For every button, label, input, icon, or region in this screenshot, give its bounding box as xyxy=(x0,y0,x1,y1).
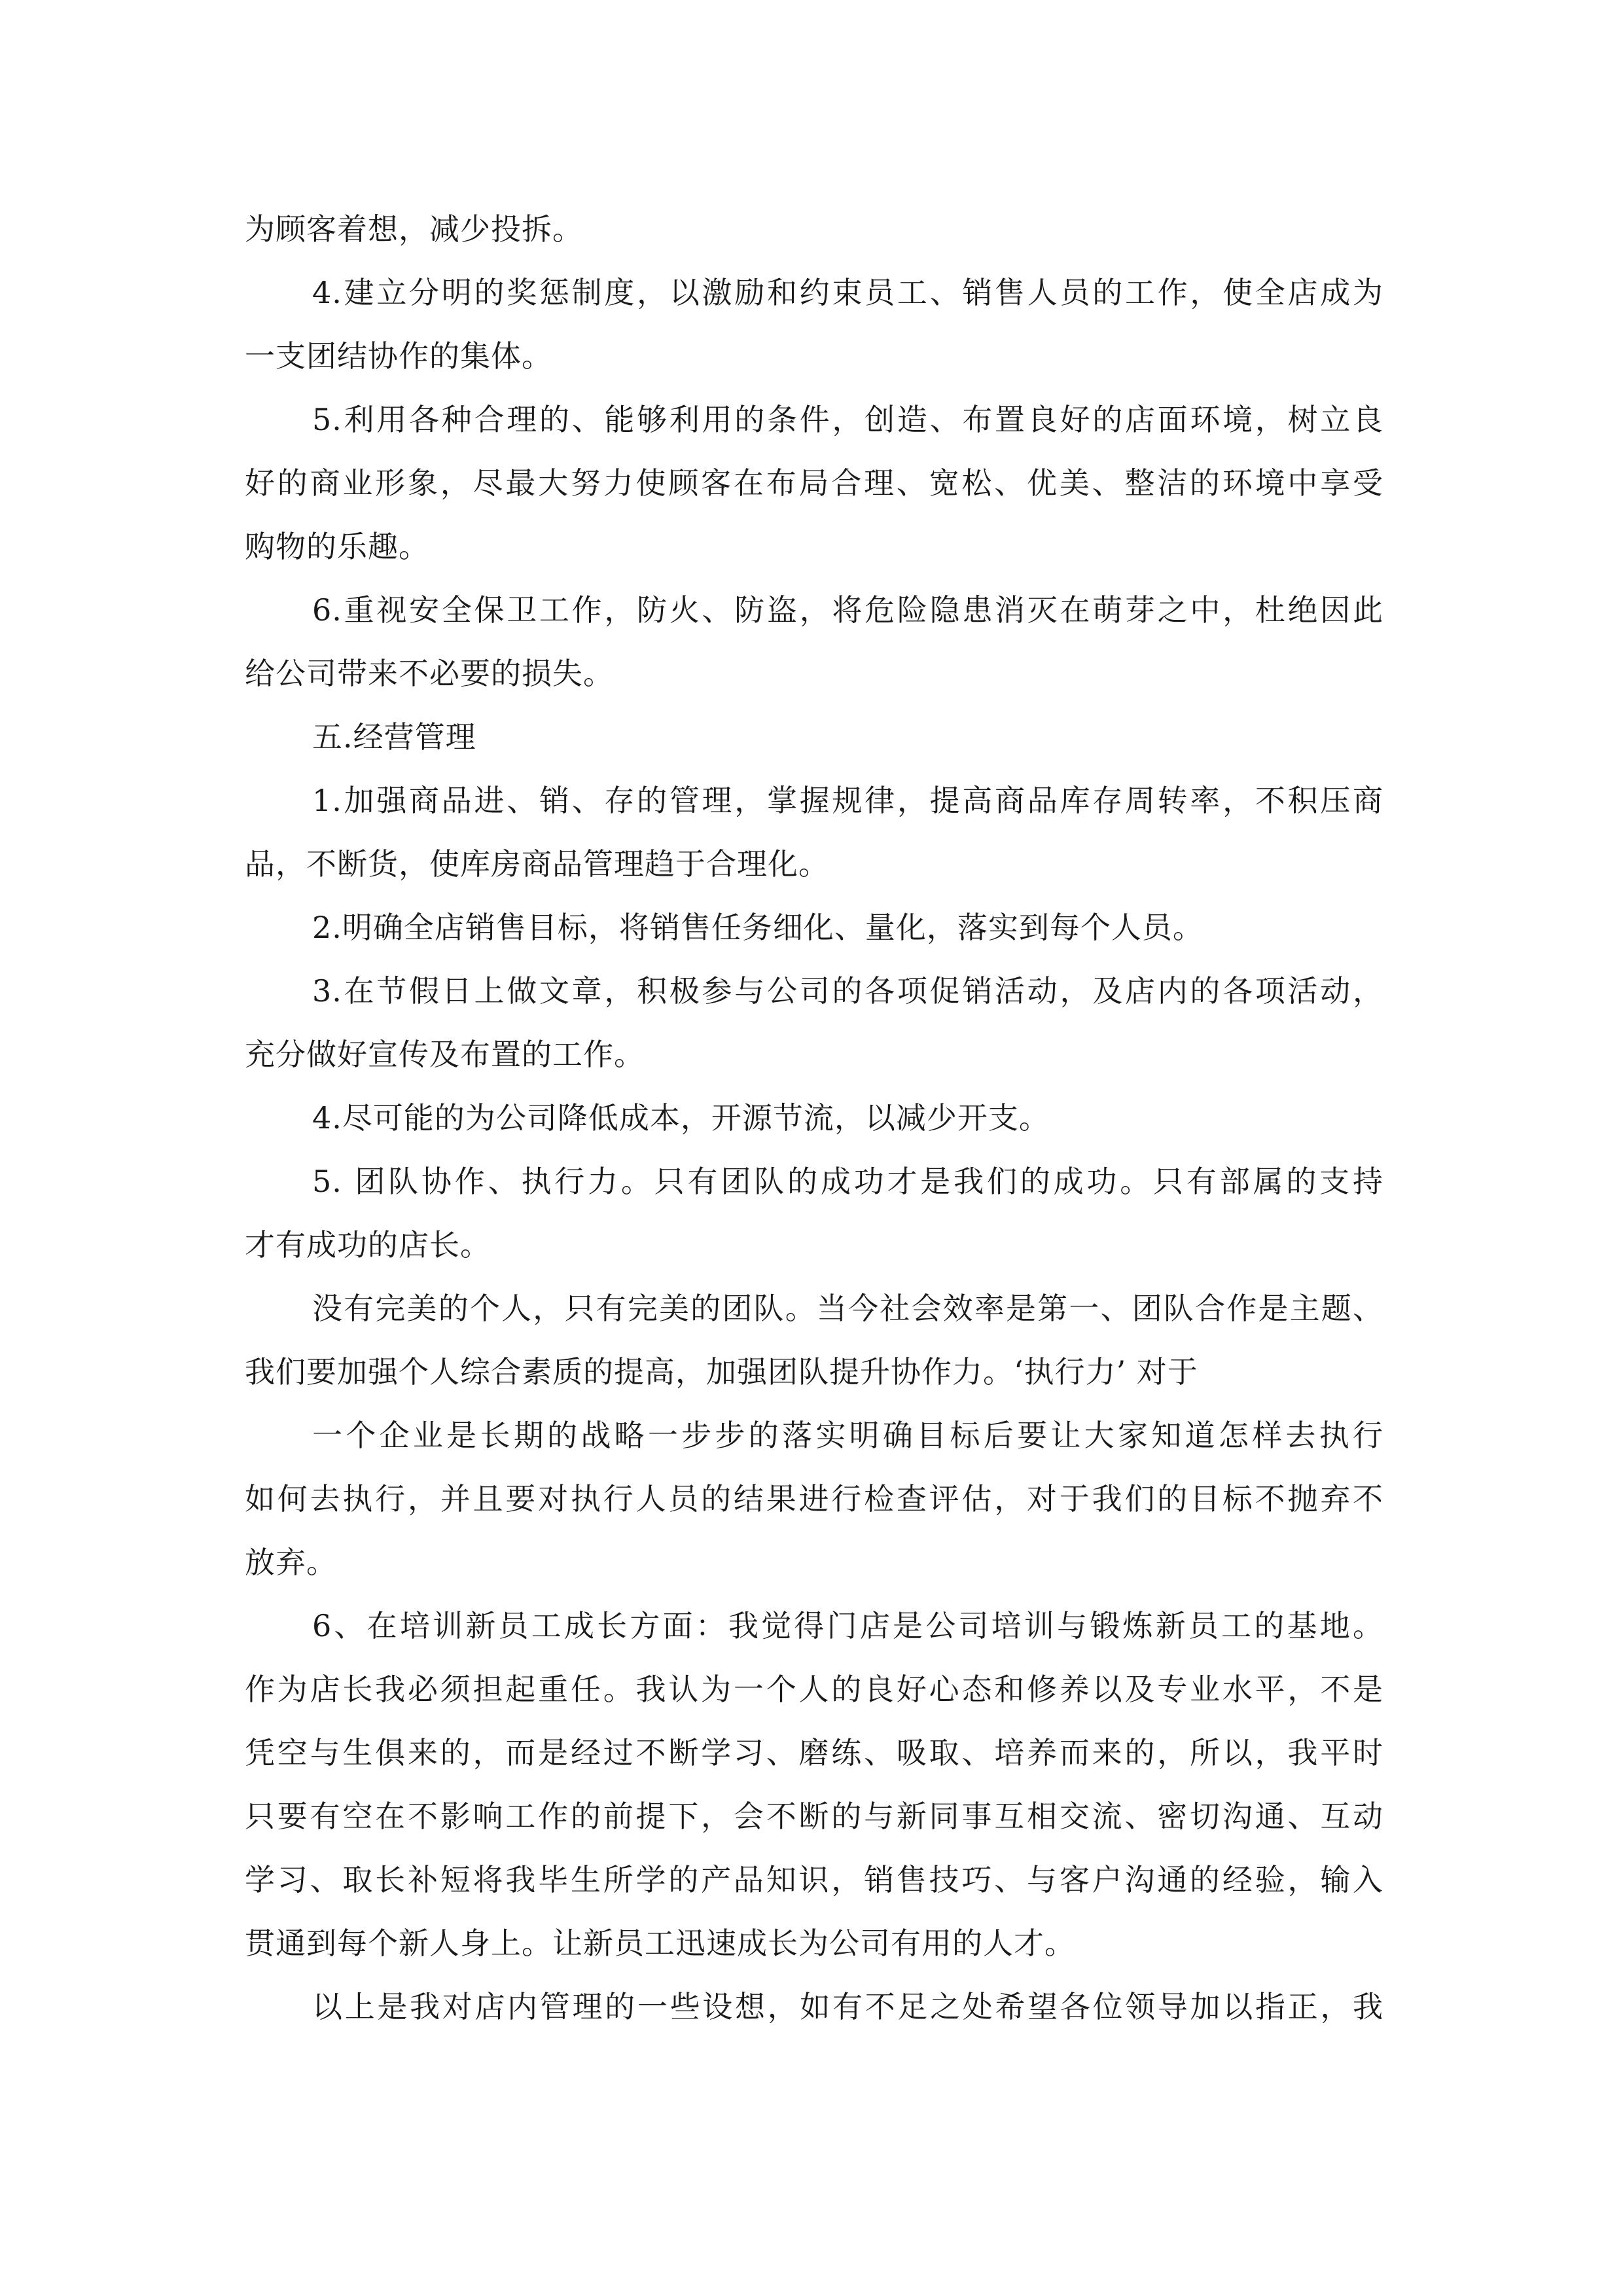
text-line: 2.明确全店销售目标，将销售任务细化、量化，落实到每个人员。 xyxy=(312,910,1204,945)
paragraph-item-4b xyxy=(245,1086,1383,1150)
text-line: 五.经营管理 xyxy=(312,719,476,755)
paragraph-execution xyxy=(245,1404,1383,1594)
text-line: 才有成功的店长。 xyxy=(245,1227,491,1263)
text-line: 品，不断货，使库房商品管理趋于合理化。 xyxy=(245,846,829,882)
text-line: 学习、取长补短将我毕生所学的产品知识，销售技巧、与客户沟通的经验，输入 xyxy=(245,1862,1383,1897)
paragraph-item-2 xyxy=(245,896,1383,960)
text-line: 为顾客着想，减少投拆。 xyxy=(245,211,583,247)
text-line: 以上是我对店内管理的一些设想，如有不足之处希望各位领导加以指正，我 xyxy=(312,1989,1383,2024)
text-line: 凭空与生俱来的，而是经过不断学习、磨练、吸取、培养而来的，所以，我平时 xyxy=(245,1735,1383,1770)
paragraph-teamwork xyxy=(245,1277,1383,1404)
text-line: 作为店长我必须担起重任。我认为一个人的良好心态和修养以及专业水平，不是 xyxy=(245,1672,1383,1707)
text-line: 6.重视安全保卫工作，防火、防盗，将危险隐患消灭在萌芽之中，杜绝因此 xyxy=(312,592,1383,628)
text-line: 购物的乐趣。 xyxy=(245,529,429,564)
text-line: 放弃。 xyxy=(245,1545,337,1580)
text-line: 一支团结协作的集体。 xyxy=(245,338,552,374)
text-line: 一个企业是长期的战略一步步的落实明确目标后要让大家知道怎样去执行 xyxy=(312,1418,1383,1453)
paragraph-item-4 xyxy=(245,261,1383,388)
paragraph-closing xyxy=(245,1975,1383,2039)
paragraph-item-3 xyxy=(245,960,1383,1086)
section-heading xyxy=(245,706,1383,769)
text-line: 我们要加强个人综合素质的提高，加强团队提升协作力。‘执行力’ 对于 xyxy=(245,1354,1198,1390)
paragraph-item-5b xyxy=(245,1150,1383,1277)
text-line: 4.尽可能的为公司降低成本，开源节流，以减少开支。 xyxy=(312,1100,1050,1136)
paragraph-continuation xyxy=(245,198,1383,261)
text-line: 只要有空在不影响工作的前提下，会不断的与新同事互相交流、密切沟通、互动 xyxy=(245,1799,1383,1834)
text-line: 4.建立分明的奖惩制度，以激励和约束员工、销售人员的工作，使全店成为 xyxy=(312,275,1383,310)
text-line: 5.利用各种合理的、能够利用的条件，创造、布置良好的店面环境，树立良 xyxy=(312,402,1383,437)
text-line: 贯通到每个新人身上。让新员工迅速成长为公司有用的人才。 xyxy=(245,1926,1075,1961)
text-line: 好的商业形象，尽最大努力使顾客在布局合理、宽松、优美、整洁的环境中享受 xyxy=(245,465,1383,501)
text-line: 没有完美的个人，只有完美的团队。当今社会效率是第一、团队合作是主题、 xyxy=(312,1291,1383,1326)
text-line: 给公司带来不必要的损失。 xyxy=(245,656,614,691)
paragraph-item-6 xyxy=(245,579,1383,706)
paragraph-item-1 xyxy=(245,769,1383,896)
paragraph-item-5 xyxy=(245,388,1383,579)
text-line: 充分做好宣传及布置的工作。 xyxy=(245,1037,645,1072)
text-line: 5. 团队协作、执行力。只有团队的成功才是我们的成功。只有部属的支持 xyxy=(312,1164,1383,1199)
text-line: 1.加强商品进、销、存的管理，掌握规律，提高商品库存周转率，不积压商 xyxy=(312,783,1383,818)
text-line: 3.在节假日上做文章，积极参与公司的各项促销活动，及店内的各项活动， xyxy=(312,973,1383,1009)
paragraph-training xyxy=(245,1594,1383,1975)
text-line: 6、在培训新员工成长方面：我觉得门店是公司培训与锻炼新员工的基地。 xyxy=(312,1608,1383,1643)
text-line: 如何去执行，并且要对执行人员的结果进行检查评估，对于我们的目标不抛弃不 xyxy=(245,1481,1383,1516)
